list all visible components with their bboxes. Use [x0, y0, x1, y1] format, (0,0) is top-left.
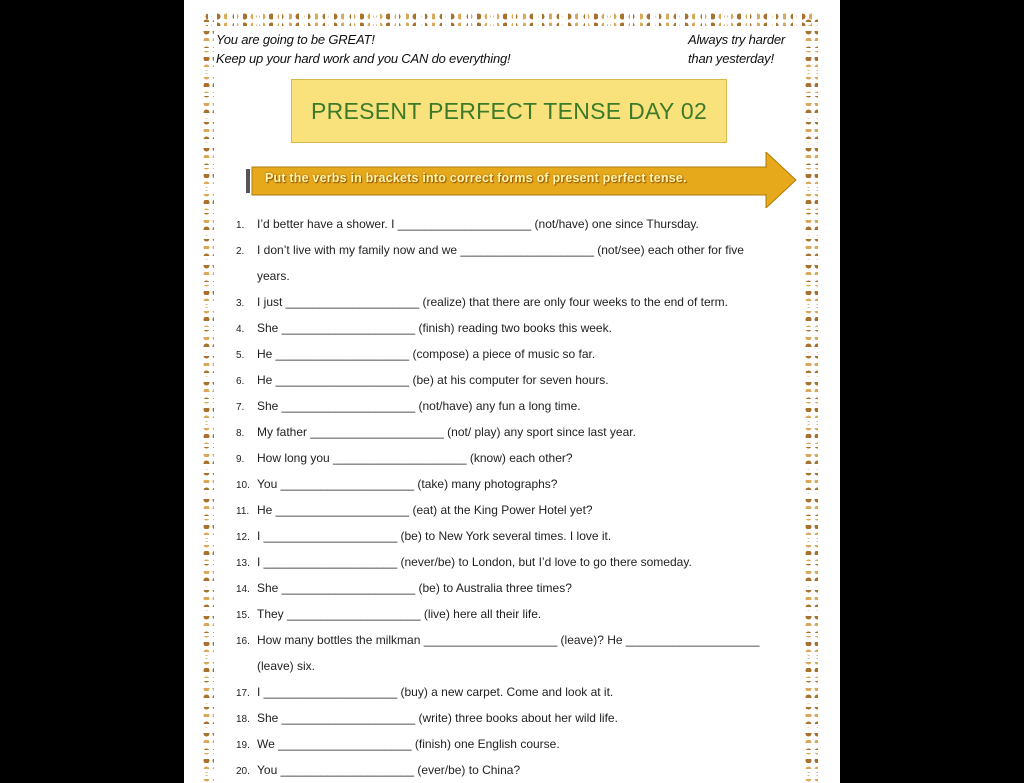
exercise-item — [236, 372, 609, 390]
exercise-item — [236, 554, 692, 572]
exercise-item — [236, 450, 573, 468]
exercise-text: You ____________________ (take) many photographs? — [257, 477, 558, 491]
exercise-text: He ____________________ (compose) a piece of music so far. — [257, 347, 596, 361]
exercise-text: He ____________________ (eat) at the King Power Hotel yet? — [257, 503, 593, 517]
exercise-number: 15. — [236, 610, 250, 621]
exercise-text: I ____________________ (be) to New York several times. I love it. — [257, 529, 612, 543]
instruction-text: Put the verbs in brackets into correct forms of present perfect tense. — [265, 171, 687, 185]
exercise-number: 12. — [236, 532, 250, 543]
exercise-item — [236, 736, 560, 754]
exercise-number: 18. — [236, 714, 250, 725]
exercise-text: I don’t live with my family now and we ____________________ (not/see) each other for five — [257, 243, 744, 257]
motto-left-line-2: Keep up your hard work and you CAN do everything! — [216, 51, 511, 66]
exercise-item — [236, 528, 611, 546]
exercise-item — [236, 762, 520, 780]
exercise-text: I ____________________ (never/be) to London, but I’d love to go there someday. — [257, 555, 692, 569]
exercise-text: She ____________________ (not/have) any fun a long time. — [257, 399, 581, 413]
exercise-item — [236, 606, 541, 624]
exercise-item — [236, 294, 728, 312]
exercise-item — [236, 632, 759, 650]
exercise-text: I just ____________________ (realize) that there are only four weeks to the end of term. — [257, 295, 728, 309]
exercise-text: I’d better have a shower. I ____________________ (not/have) one since Thursday. — [257, 217, 699, 231]
exercise-item — [236, 710, 618, 728]
exercise-item — [236, 346, 595, 364]
exercise-item — [236, 424, 636, 442]
exercise-text: He ____________________ (be) at his computer for seven hours. — [257, 373, 609, 387]
exercise-item — [236, 580, 572, 598]
exercise-text: I ____________________ (buy) a new carpet. Come and look at it. — [257, 685, 614, 699]
exercise-number: 14. — [236, 584, 250, 595]
exercise-text: We ____________________ (finish) one English course. — [257, 737, 560, 751]
exercise-number: 7. — [236, 402, 245, 413]
exercise-number: 2. — [236, 246, 245, 257]
exercise-item — [236, 242, 744, 260]
exercise-number: 10. — [236, 480, 250, 491]
exercise-text: She ____________________ (finish) reading two books this week. — [257, 321, 612, 335]
exercise-number: 19. — [236, 740, 250, 751]
motto-right — [688, 30, 785, 68]
exercise-item — [236, 320, 612, 338]
motto-right-line-2: than yesterday! — [688, 51, 774, 66]
exercise-text: My father ____________________ (not/ play) any sport since last year. — [257, 425, 636, 439]
motto-left — [216, 30, 510, 68]
exercise-number: 16. — [236, 636, 250, 647]
exercise-number: 20. — [236, 766, 250, 777]
decorative-border-top — [204, 12, 816, 26]
worksheet-page — [184, 0, 840, 783]
page-title: PRESENT PERFECT TENSE DAY 02 — [310, 97, 708, 124]
exercise-item — [236, 476, 557, 494]
exercise-number: 9. — [236, 454, 245, 465]
decorative-border-right — [804, 18, 818, 783]
exercise-number: 17. — [236, 688, 250, 699]
exercise-number: 13. — [236, 558, 250, 569]
exercise-text: You ____________________ (ever/be) to China? — [257, 763, 521, 777]
exercise-number: 5. — [236, 350, 245, 361]
exercise-continuation: years. — [257, 269, 290, 283]
exercise-number: 8. — [236, 428, 245, 439]
exercise-continuation: (leave) six. — [257, 659, 316, 673]
exercise-item — [236, 502, 593, 520]
exercise-text: She ____________________ (be) to Australia three times? — [257, 581, 572, 595]
exercise-text: How long you ____________________ (know) each other? — [257, 451, 573, 465]
exercise-text: How many bottles the milkman ____________________ (leave)? He ____________________ — [257, 633, 760, 647]
exercise-number: 6. — [236, 376, 245, 387]
exercise-text: She ____________________ (write) three books about her wild life. — [257, 711, 618, 725]
title-banner — [291, 79, 727, 143]
exercise-number: 3. — [236, 298, 245, 309]
motto-left-line-1: You are going to be GREAT! — [216, 32, 375, 47]
exercise-number: 1. — [236, 220, 245, 231]
motto-right-line-1: Always try harder — [688, 32, 786, 47]
exercise-item — [236, 684, 613, 702]
exercise-text: They ____________________ (live) here all their life. — [257, 607, 542, 621]
exercise-number: 4. — [236, 324, 245, 335]
exercise-number: 11. — [236, 506, 250, 517]
exercise-item — [236, 398, 581, 416]
exercise-item — [236, 216, 699, 234]
decorative-border-left — [202, 18, 214, 783]
